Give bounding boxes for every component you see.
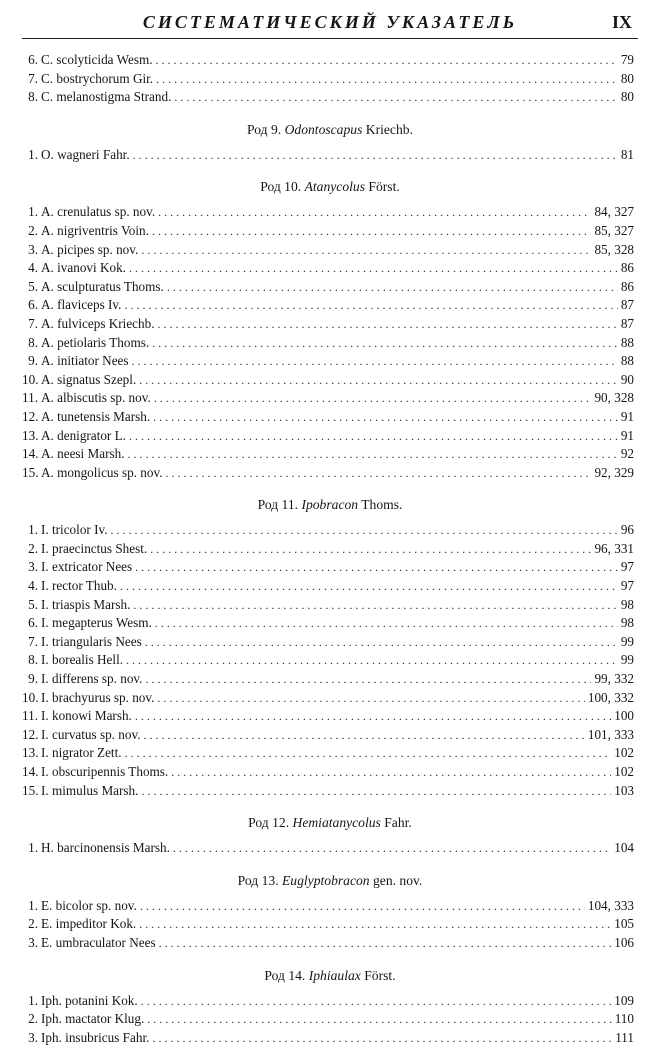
index-entry	[22, 652, 638, 671]
species-name: Iph. mactator Klug.	[41, 1011, 145, 1027]
species-name: I. obscuripennis Thoms.	[41, 764, 169, 779]
genus-latin-name: Iphiaulax	[308, 967, 361, 983]
species-name: C. bostrychorum Gir.	[41, 70, 154, 86]
genus-prefix: Род 12.	[248, 815, 290, 831]
dot-leader	[139, 917, 611, 932]
entry-number: 10.	[22, 689, 39, 705]
genus-latin-name: Hemiatanycolus	[292, 815, 381, 831]
index-entry	[22, 597, 638, 616]
page-header	[22, 4, 638, 39]
page-reference: 80	[620, 89, 634, 105]
dot-leader	[129, 429, 618, 444]
entry-number: 8.	[28, 334, 38, 350]
dot-leader	[157, 691, 584, 706]
page-reference: 88	[620, 334, 634, 350]
entry-number: 1.	[28, 204, 38, 220]
page-reference: 90	[620, 371, 634, 387]
genus-section	[22, 118, 638, 166]
entry-number: 5.	[28, 596, 38, 612]
species-name: A. picipes sp. nov.	[41, 241, 139, 257]
species-name: E. bicolor sp. nov.	[41, 897, 137, 913]
dot-leader	[173, 841, 611, 856]
page-reference: 105	[614, 916, 634, 932]
genus-heading	[22, 811, 638, 835]
genus-author: Först.	[364, 967, 396, 983]
dot-leader	[141, 243, 591, 258]
species-name: A. ivanovi Kok.	[41, 260, 126, 276]
entry-number: 5.	[28, 278, 38, 294]
entry-number: 1.	[28, 840, 38, 856]
index-entry	[22, 840, 638, 859]
page-reference: 91	[620, 427, 634, 443]
dot-leader	[167, 280, 618, 295]
page-reference: 85, 328	[594, 241, 634, 257]
dot-leader	[140, 899, 585, 914]
species-name: I. rector Thub.	[41, 578, 117, 594]
page-reference: 99	[620, 652, 634, 668]
genus-author: gen. nov.	[373, 872, 423, 888]
genus-prefix: Род 13.	[237, 872, 279, 888]
genus-latin-name: Ipobracon	[301, 497, 359, 513]
genus-prefix: Род 10.	[260, 179, 302, 195]
dot-leader	[152, 224, 591, 239]
dot-leader	[124, 298, 617, 313]
species-name: A. neesi Marsh.	[41, 446, 125, 462]
page-reference: 100, 332	[587, 689, 634, 705]
entry-number: 3.	[28, 559, 38, 575]
species-name: I. curvatus sp. nov.	[41, 726, 141, 742]
index-entry	[22, 89, 638, 108]
page-reference: 111	[615, 1029, 634, 1045]
dot-leader	[158, 317, 618, 332]
entry-number: 11.	[22, 708, 38, 724]
index-entry	[22, 297, 638, 316]
genus-section	[22, 493, 638, 801]
page-reference: 81	[620, 146, 634, 162]
species-name: A. mongolicus sp. nov.	[41, 464, 163, 480]
entry-number: 13.	[22, 745, 39, 761]
index-entry	[22, 764, 638, 783]
entry-number: 2.	[28, 1011, 38, 1027]
page-reference: 102	[614, 764, 634, 779]
species-name: I. differens sp. nov.	[41, 671, 143, 687]
index-entry	[22, 260, 638, 279]
page-reference: 90, 328	[594, 390, 634, 406]
dot-leader	[129, 261, 618, 276]
page-reference: 92	[620, 446, 634, 462]
page-reference: 106	[614, 934, 634, 950]
dot-leader	[145, 672, 591, 687]
page-number: IX	[611, 12, 632, 32]
index-entry	[22, 615, 638, 634]
dot-leader	[156, 72, 618, 87]
genus-heading	[22, 964, 638, 988]
index-entry	[22, 1030, 638, 1049]
species-name: A. signatus Szepl.	[41, 371, 137, 387]
index-entry	[22, 578, 638, 597]
dot-leader	[132, 354, 618, 369]
species-name: I. extricator Nees	[41, 559, 133, 575]
page-reference: 104	[614, 840, 634, 856]
entry-number: 7.	[28, 633, 38, 649]
page-reference: 99	[620, 633, 634, 649]
entry-number: 14.	[22, 764, 39, 779]
entry-number: 7.	[28, 315, 38, 331]
index-entry	[22, 223, 638, 242]
index-entry	[22, 745, 638, 764]
dot-leader	[139, 373, 618, 388]
dot-leader	[171, 765, 611, 780]
entry-number: 12.	[22, 726, 39, 742]
index-entry	[22, 52, 638, 71]
dot-leader	[155, 616, 618, 631]
index-entry	[22, 204, 638, 223]
entry-number: 11.	[22, 390, 38, 406]
genus-author: Thoms.	[361, 497, 403, 513]
page-reference: 96	[620, 522, 634, 538]
index-entry	[22, 559, 638, 578]
dot-leader	[147, 1012, 611, 1027]
index-entry	[22, 708, 638, 727]
index-entry	[22, 71, 638, 90]
page-reference: 103	[614, 782, 634, 798]
entry-number: 13.	[22, 427, 39, 443]
species-name: C. melanostigma Strand.	[41, 89, 172, 105]
page-reference: 102	[614, 745, 634, 761]
species-name: I. megapterus Wesm.	[41, 615, 152, 631]
species-name: E. umbraculator Nees	[41, 934, 156, 950]
index-entry	[22, 353, 638, 372]
entry-number: 10.	[22, 371, 39, 387]
page-reference: 98	[620, 615, 634, 631]
dot-leader	[125, 746, 612, 761]
entry-number: 3.	[28, 241, 38, 257]
page-reference: 88	[620, 353, 634, 369]
dot-leader	[150, 542, 591, 557]
page-reference: 85, 327	[594, 222, 634, 238]
entry-number: 1.	[28, 522, 38, 538]
index-entry	[22, 242, 638, 261]
page-reference: 98	[620, 596, 634, 612]
page-reference: 86	[620, 260, 634, 276]
page-reference: 101, 333	[587, 726, 634, 742]
entry-number: 15.	[22, 464, 39, 480]
species-name: A. albiscutis sp. nov.	[41, 390, 151, 406]
entry-number: 6.	[28, 615, 38, 631]
genus-section	[22, 52, 638, 108]
entry-number: 14.	[22, 446, 39, 462]
genus-section	[22, 811, 638, 859]
genus-latin-name: Odontoscapus	[284, 121, 363, 137]
genus-prefix: Род 14.	[264, 967, 306, 983]
dot-leader	[141, 784, 611, 799]
index-entry	[22, 335, 638, 354]
page-reference: 110	[614, 1011, 634, 1027]
page-reference: 91	[620, 408, 634, 424]
genus-prefix: Род 11.	[257, 497, 299, 513]
species-name: A. flaviceps Iv.	[41, 297, 122, 313]
systematic-index	[22, 52, 638, 1048]
entry-number: 2.	[28, 916, 38, 932]
dot-leader	[128, 447, 618, 462]
dot-leader	[145, 635, 618, 650]
species-name: I. mimulus Marsh.	[41, 782, 139, 798]
species-name: I. triangularis Nees	[41, 633, 142, 649]
page-reference: 96, 331	[594, 540, 634, 556]
genus-author: Fahr.	[384, 815, 412, 831]
dot-leader	[126, 653, 618, 668]
dot-leader	[135, 709, 611, 724]
dot-leader	[158, 205, 591, 220]
genus-heading	[22, 869, 638, 893]
species-name: Iph. potanini Kok.	[41, 992, 138, 1008]
species-name: A. sculpturatus Thoms.	[41, 278, 164, 294]
species-name: C. scolyticida Wesm.	[41, 52, 153, 67]
page-title: СИСТЕМАТИЧЕСКИЙ УКАЗАТЕЛЬ	[142, 12, 518, 32]
dot-leader	[166, 466, 592, 481]
species-name: I. triaspis Marsh.	[41, 596, 131, 612]
dot-leader	[111, 523, 618, 538]
entry-number: 3.	[28, 934, 38, 950]
page-reference: 86	[620, 278, 634, 294]
dot-leader	[133, 598, 617, 613]
genus-heading	[22, 175, 638, 199]
page-reference: 79	[620, 52, 634, 67]
index-entry	[22, 522, 638, 541]
entry-number: 15.	[22, 782, 39, 798]
page-reference: 99, 332	[594, 671, 634, 687]
page-reference: 92, 329	[594, 464, 634, 480]
page-reference: 87	[620, 297, 634, 313]
species-name: Iph. insubricus Fahr.	[41, 1029, 150, 1045]
index-entry	[22, 446, 638, 465]
page-reference: 80	[620, 70, 634, 86]
genus-section	[22, 869, 638, 954]
index-entry	[22, 634, 638, 653]
entry-number: 8.	[28, 89, 38, 105]
species-name: I. tricolor Iv.	[41, 522, 108, 538]
genus-heading	[22, 493, 638, 517]
page-reference: 109	[614, 992, 634, 1008]
index-entry	[22, 727, 638, 746]
entry-number: 6.	[28, 52, 38, 67]
index-entry	[22, 690, 638, 709]
species-name: E. impeditor Kok.	[41, 916, 137, 932]
species-name: I. nigrator Zett.	[41, 745, 122, 761]
genus-author: Först.	[368, 179, 400, 195]
genus-latin-name: Euglyptobracon	[282, 872, 370, 888]
entry-number: 2.	[28, 540, 38, 556]
species-name: I. brachyurus sp. nov.	[41, 689, 155, 705]
species-name: A. tunetensis Marsh.	[41, 408, 151, 424]
index-entry	[22, 390, 638, 409]
genus-section	[22, 964, 638, 1049]
genus-prefix: Род 9.	[247, 121, 282, 137]
index-entry	[22, 993, 638, 1012]
entry-number: 7.	[28, 70, 38, 86]
page-reference: 97	[620, 578, 634, 594]
entry-number: 2.	[28, 222, 38, 238]
dot-leader	[174, 90, 617, 105]
species-name: I. borealis Hell.	[41, 652, 124, 668]
dot-leader	[152, 336, 618, 351]
dot-leader	[144, 728, 585, 743]
species-name: A. initiator Nees	[41, 353, 129, 369]
page-reference: 100	[614, 708, 634, 724]
species-name: O. wagneri Fahr.	[41, 146, 130, 162]
entry-number: 9.	[28, 671, 38, 687]
index-entry	[22, 428, 638, 447]
page-reference: 84, 327	[594, 204, 634, 220]
dot-leader	[154, 391, 592, 406]
entry-number: 1.	[28, 146, 38, 162]
index-entry	[22, 1011, 638, 1030]
species-name: A. petiolaris Thoms.	[41, 334, 150, 350]
index-entry	[22, 671, 638, 690]
species-name: H. barcinonensis Marsh.	[41, 840, 170, 856]
entry-number: 3.	[28, 1029, 38, 1045]
page-reference: 87	[620, 315, 634, 331]
species-name: A. denigrator L.	[41, 427, 126, 443]
dot-leader	[153, 410, 618, 425]
entry-number: 4.	[28, 260, 38, 276]
index-entry	[22, 279, 638, 298]
entry-number: 4.	[28, 578, 38, 594]
entry-number: 1.	[28, 992, 38, 1008]
genus-heading	[22, 118, 638, 142]
entry-number: 8.	[28, 652, 38, 668]
page-reference: 97	[620, 559, 634, 575]
species-name: A. nigriventris Voin.	[41, 222, 149, 238]
species-name: A. fulviceps Kriechb.	[41, 315, 155, 331]
dot-leader	[156, 53, 618, 68]
entry-number: 12.	[22, 408, 39, 424]
species-name: I. konowi Marsh.	[41, 708, 132, 724]
index-entry	[22, 372, 638, 391]
index-entry	[22, 465, 638, 484]
genus-latin-name: Atanycolus	[304, 179, 365, 195]
dot-leader	[141, 994, 612, 1009]
species-name: A. crenulatus sp. nov.	[41, 204, 156, 220]
dot-leader	[135, 560, 618, 575]
index-entry	[22, 783, 638, 802]
entry-number: 1.	[28, 897, 38, 913]
index-entry	[22, 898, 638, 917]
genus-section	[22, 175, 638, 483]
dot-leader	[159, 936, 612, 951]
index-entry	[22, 147, 638, 166]
index-entry	[22, 541, 638, 560]
genus-author: Kriechb.	[365, 121, 413, 137]
index-entry	[22, 916, 638, 935]
dot-leader	[152, 1031, 612, 1046]
species-name: I. praecinctus Shest.	[41, 540, 148, 556]
index-entry	[22, 409, 638, 428]
entry-number: 6.	[28, 297, 38, 313]
index-entry	[22, 316, 638, 335]
dot-leader	[133, 148, 618, 163]
page-reference: 104, 333	[587, 897, 634, 913]
dot-leader	[120, 579, 618, 594]
entry-number: 9.	[28, 353, 38, 369]
index-entry	[22, 935, 638, 954]
